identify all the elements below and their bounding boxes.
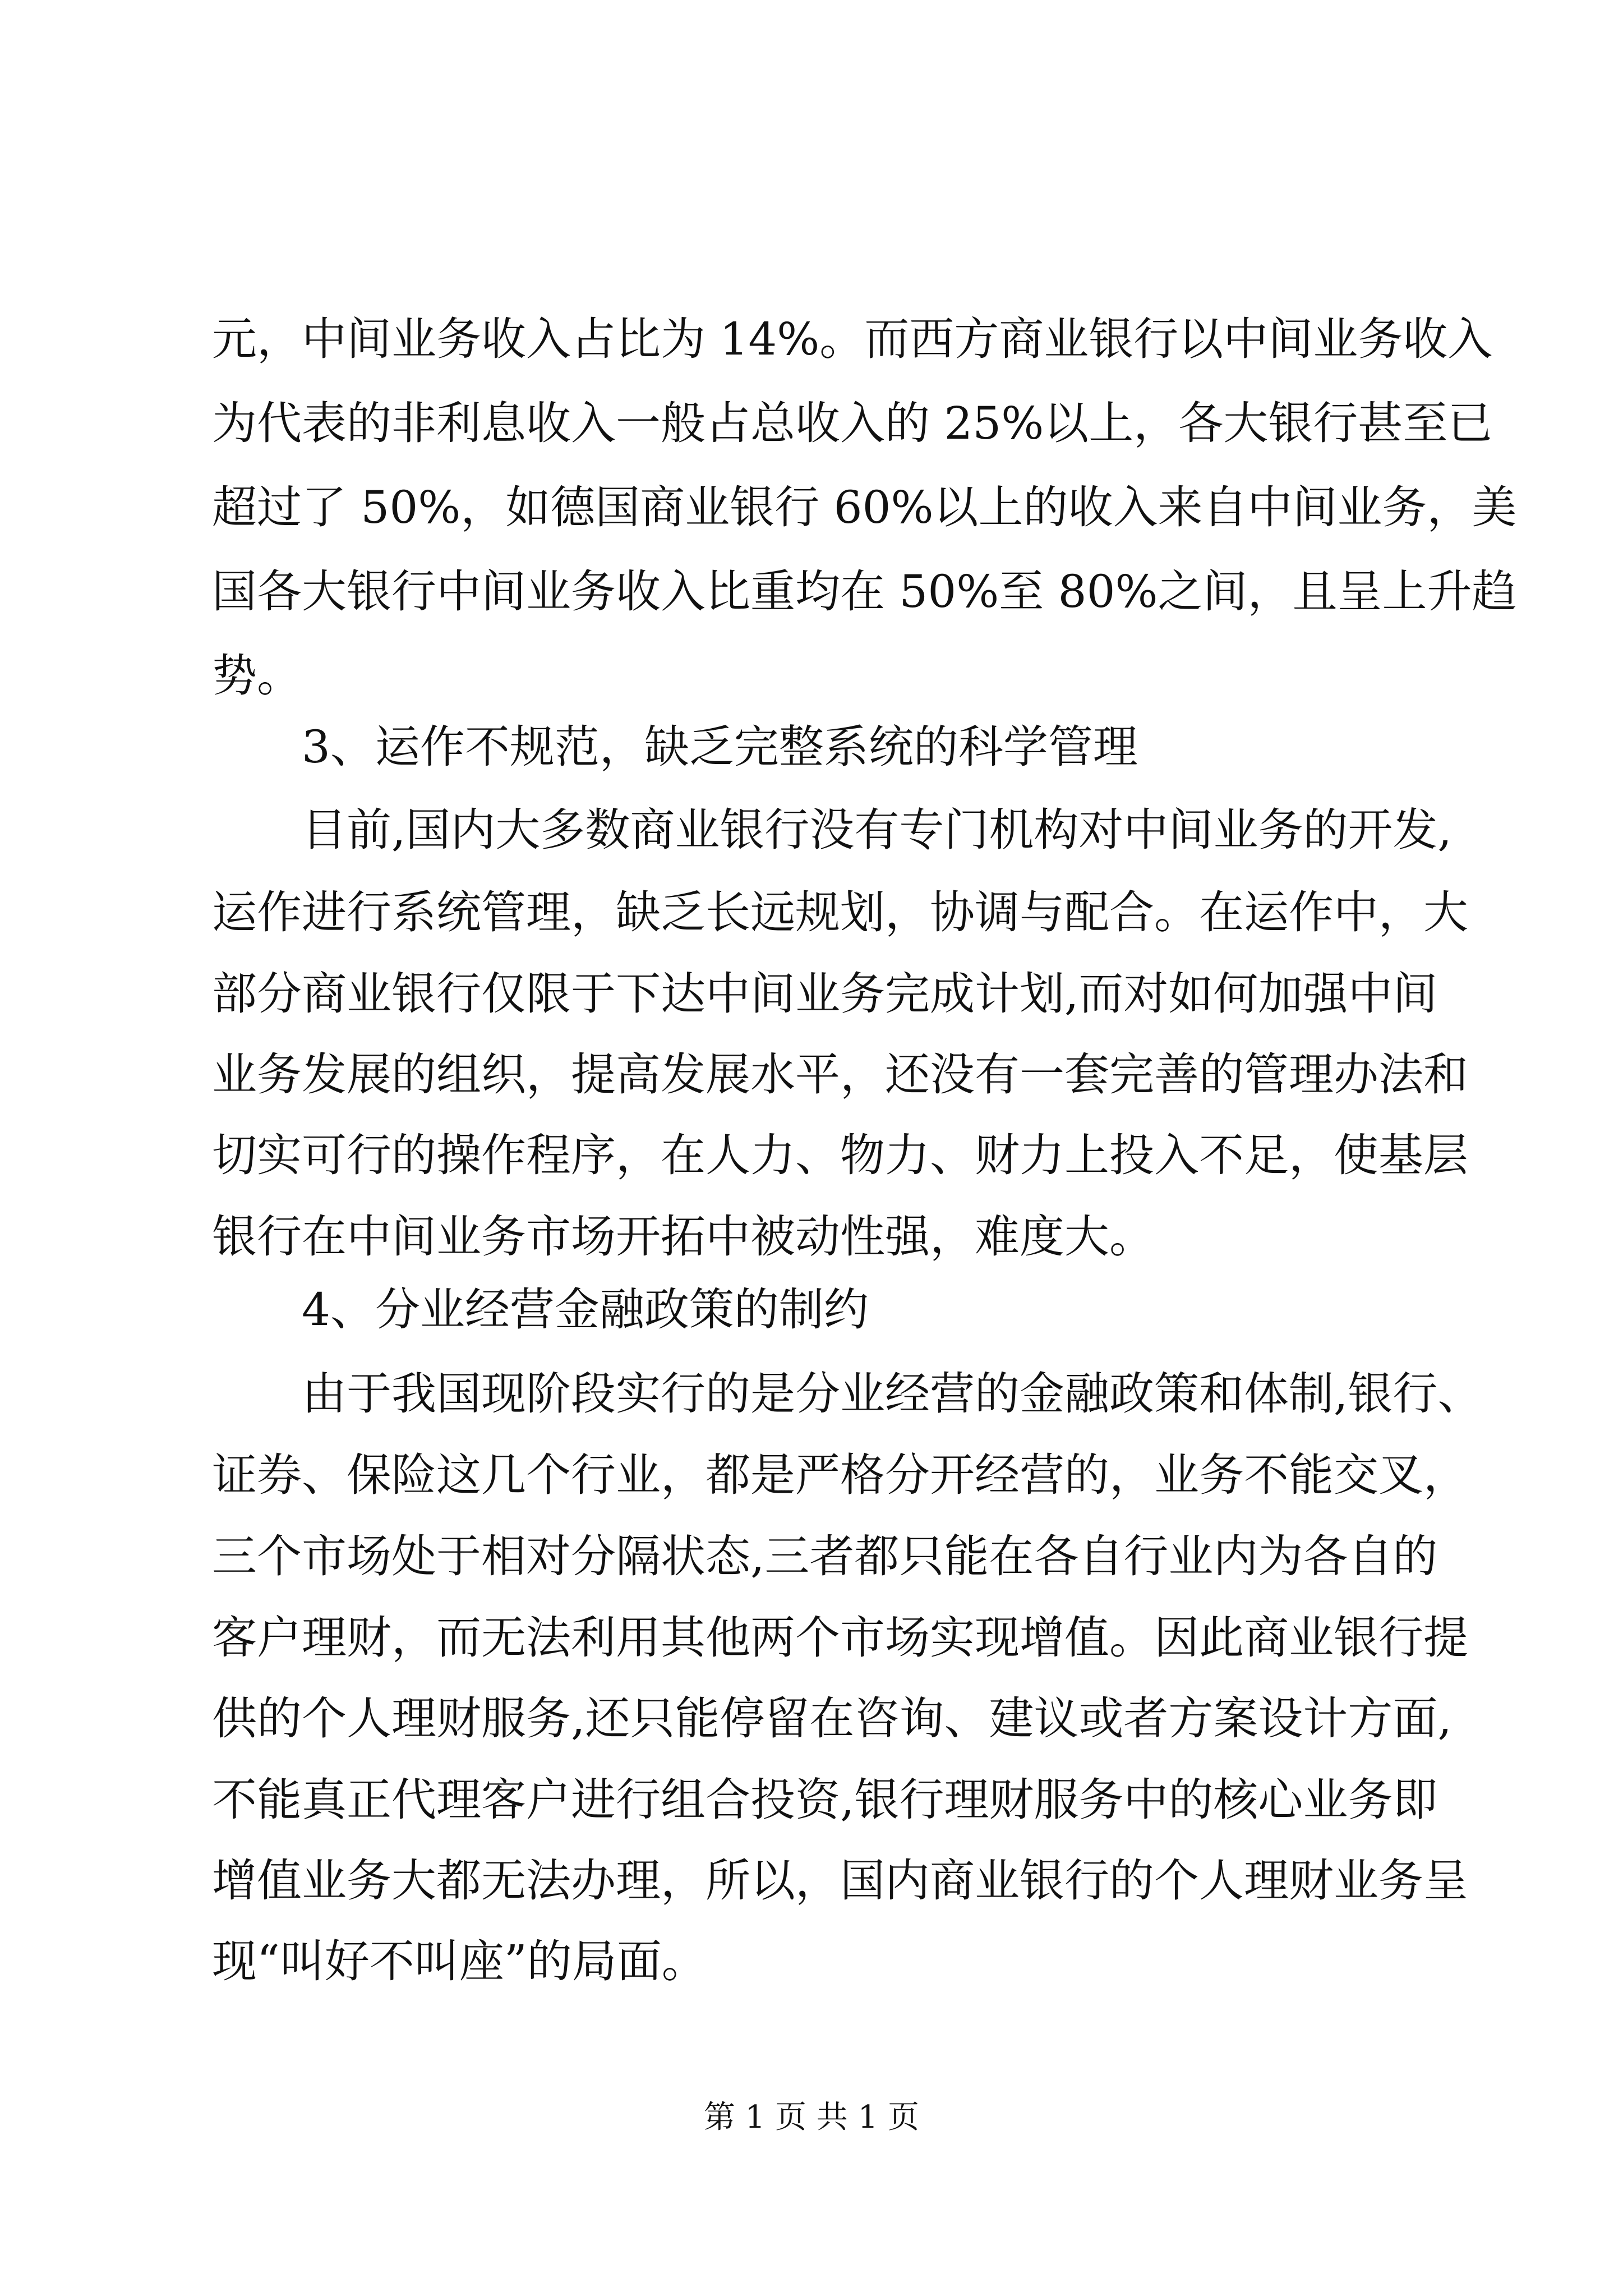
page-number-footer: 第 1 页 共 1 页 (703, 2099, 920, 2136)
text-line: 供的个人理财服务,还只能停留在咨询、建议或者方案设计方面, (212, 1692, 1452, 1745)
text-line: 增值业务大都无法办理，所以，国内商业银行的个人理财业务呈 (212, 1855, 1468, 1907)
section-heading: 4、分业经营金融政策的制约 (302, 1283, 869, 1336)
text-line: 目前,国内大多数商业银行没有专门机构对中间业务的开发, (302, 804, 1452, 856)
text-line: 客户理财，而无法利用其他两个市场实现增值。因此商业银行提 (212, 1612, 1468, 1664)
text-line: 超过了 50%，如德国商业银行 60%以上的收入来自中间业务，美 (212, 481, 1517, 533)
text-line: 切实可行的操作程序，在人力、物力、财力上投入不足，使基层 (212, 1129, 1468, 1181)
text-line: 部分商业银行仅限于下达中间业务完成计划,而对如何加强中间 (212, 968, 1438, 1020)
text-line: 势。 (212, 650, 302, 702)
text-line: 由于我国现阶段实行的是分业经营的金融政策和体制,银行、 (302, 1368, 1483, 1420)
text-line: 不能真正代理客户进行组合投资,银行理财服务中的核心业务即 (212, 1774, 1438, 1826)
text-line: 证券、保险这几个行业，都是严格分开经营的，业务不能交叉， (212, 1449, 1468, 1501)
text-line: 元，中间业务收入占比为 14%。而西方商业银行以中间业务收入 (212, 313, 1493, 365)
text-line: 为代表的非利息收入一般占总收入的 25%以上，各大银行甚至已 (212, 397, 1493, 449)
text-line: 业务发展的组织，提高发展水平，还没有一套完善的管理办法和 (212, 1048, 1468, 1101)
text-line: 国各大银行中间业务收入比重均在 50%至 80%之间，且呈上升趋 (212, 565, 1517, 618)
text-line: 三个市场处于相对分隔状态,三者都只能在各自行业内为各自的 (212, 1530, 1438, 1582)
section-heading: 3、运作不规范，缺乏完整系统的科学管理 (302, 721, 1138, 773)
text-line: 现“叫好不叫座”的局面。 (212, 1935, 707, 1987)
text-line: 银行在中间业务市场开拓中被动性强，难度大。 (212, 1211, 1154, 1263)
text-line: 运作进行系统管理，缺乏长远规划，协调与配合。在运作中，大 (212, 886, 1468, 938)
